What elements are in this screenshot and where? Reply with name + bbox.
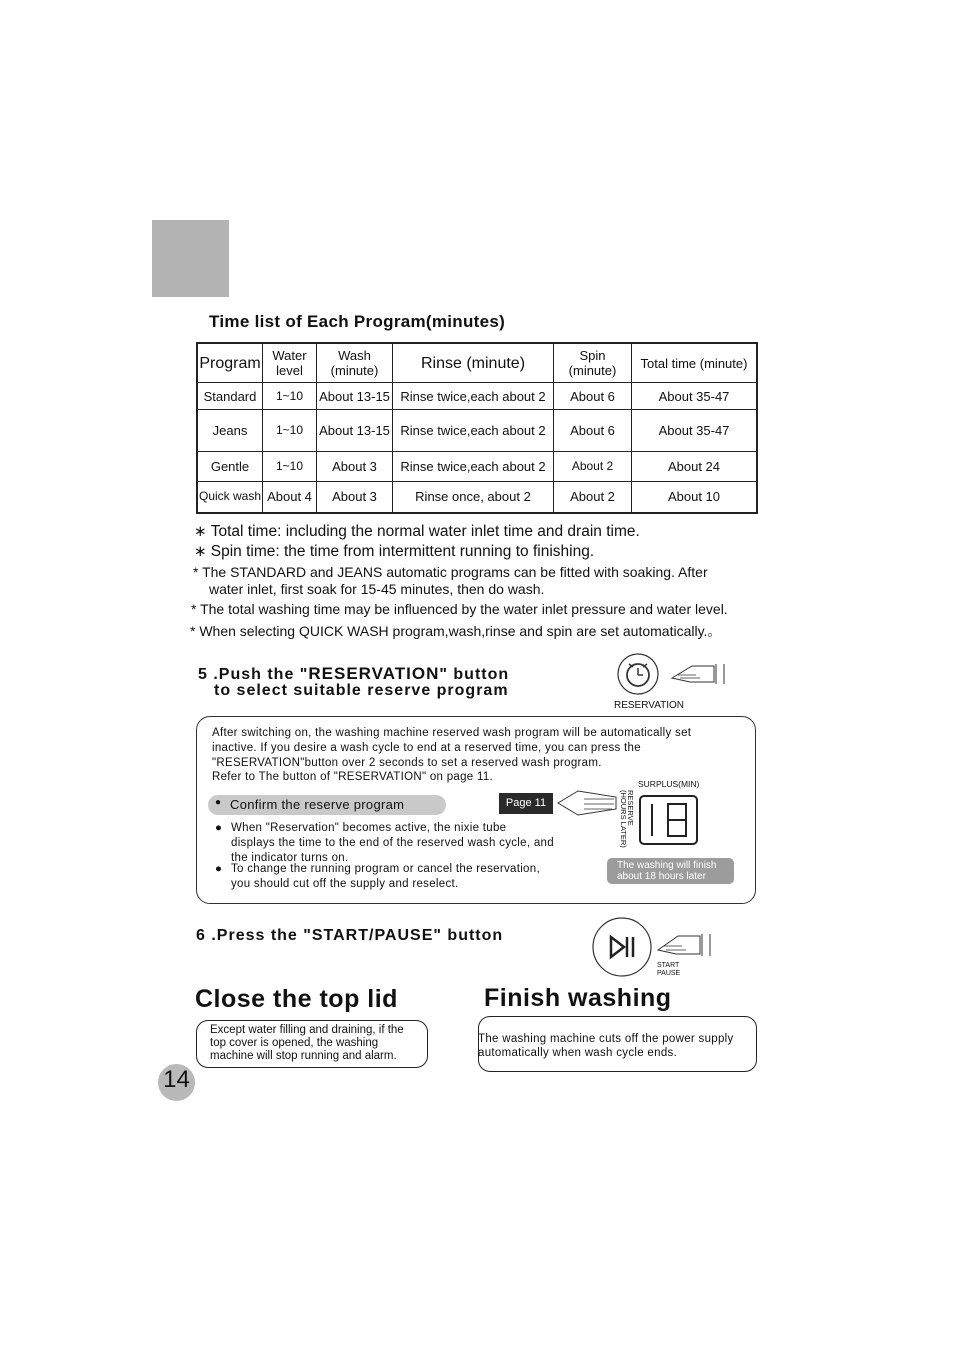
bullet-reservation-active: When "Reservation" becomes active, the nixie tube displays the time to the end of the reserved wash cycle, and the indicator turns on. bbox=[231, 822, 554, 864]
confirm-label: Confirm the reserve program bbox=[230, 797, 405, 812]
bullet-icon: ● bbox=[215, 863, 223, 875]
header-water: Water level bbox=[263, 343, 317, 383]
cell-rinse: Rinse twice,each about 2 bbox=[393, 383, 554, 410]
close-lid-heading: Close the top lid bbox=[195, 985, 398, 1013]
finish-text: The washing machine cuts off the power supply automatically when wash cycle ends. bbox=[478, 1033, 734, 1059]
pointing-hand-icon bbox=[656, 932, 714, 958]
cell-rinse: Rinse once, about 2 bbox=[393, 482, 554, 513]
section-marker bbox=[152, 220, 229, 297]
table-title: Time list of Each Program(minutes) bbox=[209, 312, 506, 331]
program-time-table bbox=[196, 342, 758, 514]
step6-heading: 6 .Press the "START/PAUSE" button bbox=[196, 927, 504, 944]
header-rinse: Rinse (minute) bbox=[393, 343, 554, 383]
header-wash: Wash (minute) bbox=[317, 343, 393, 383]
bullet-icon: ● bbox=[215, 822, 223, 834]
cell-rinse: Rinse twice,each about 2 bbox=[393, 410, 554, 452]
cell-water: 1~10 bbox=[263, 452, 317, 482]
cell-total: About 35-47 bbox=[632, 410, 758, 452]
cell-water: About 4 bbox=[263, 482, 317, 513]
cell-program: Standard bbox=[197, 383, 263, 410]
page-number: 14 bbox=[163, 1066, 190, 1093]
cell-program: Gentle bbox=[197, 452, 263, 482]
cell-total: About 35-47 bbox=[632, 383, 758, 410]
finish-washing-heading: Finish washing bbox=[484, 984, 672, 1012]
note-spin-time: ∗ Spin time: the time from intermittent running to finishing. bbox=[194, 543, 595, 560]
header-spin: Spin (minute) bbox=[554, 343, 632, 383]
close-lid-text: Except water filling and draining, if the top cover is opened, the washing machine will stop running and alarm. bbox=[210, 1024, 404, 1062]
table-header-row bbox=[197, 343, 757, 383]
reserve-label: RESERVE (HOURS LATER) bbox=[619, 790, 635, 848]
cell-program: Jeans bbox=[197, 410, 263, 452]
cell-program: Quick wash bbox=[197, 482, 263, 513]
reservation-icon-label: RESERVATION bbox=[614, 700, 685, 711]
note-soaking-1: * The STANDARD and JEANS automatic programs can be fitted with soaking. After bbox=[193, 564, 708, 580]
table-row bbox=[197, 383, 757, 410]
table-row bbox=[197, 452, 757, 482]
pointing-hand-icon bbox=[554, 787, 622, 819]
asterisk-icon: ∗ bbox=[194, 543, 207, 560]
nixie-display-icon bbox=[638, 794, 700, 846]
header-program: Program bbox=[197, 343, 263, 383]
cell-wash: About 3 bbox=[317, 452, 393, 482]
start-pause-label: START PAUSE bbox=[657, 962, 681, 977]
cell-spin: About 6 bbox=[554, 410, 632, 452]
note-soaking-2: water inlet, first soak for 15-45 minutes, then do wash. bbox=[209, 581, 545, 597]
surplus-label: SURPLUS(MIN) bbox=[638, 779, 700, 789]
cell-rinse: Rinse twice,each about 2 bbox=[393, 452, 554, 482]
bullet-change-program: To change the running program or cancel the reservation, you should cut off the supply and reselect. bbox=[231, 863, 540, 890]
step5-subheading: to select suitable reserve program bbox=[214, 682, 509, 699]
cell-spin: About 2 bbox=[554, 482, 632, 513]
cell-water: 1~10 bbox=[263, 383, 317, 410]
pointing-hand-icon bbox=[670, 662, 728, 686]
table-row bbox=[197, 482, 757, 513]
clock-icon[interactable] bbox=[616, 652, 660, 696]
cell-spin: About 2 bbox=[554, 452, 632, 482]
cell-spin: About 6 bbox=[554, 383, 632, 410]
cell-wash: About 13-15 bbox=[317, 410, 393, 452]
note-pressure: * The total washing time may be influenced by the water inlet pressure and water level. bbox=[191, 601, 728, 617]
page-reference-badge[interactable]: Page 11 bbox=[499, 793, 553, 814]
step5-heading: 5 .Push the "RESERVATION" button bbox=[198, 664, 510, 683]
note-total-time: ∗ Total time: including the normal water inlet time and drain time. bbox=[194, 523, 640, 540]
table-row bbox=[197, 410, 757, 452]
asterisk-icon: ∗ bbox=[194, 523, 207, 540]
start-pause-icon[interactable] bbox=[591, 916, 653, 978]
cell-wash: About 13-15 bbox=[317, 383, 393, 410]
finish-hours-note: The washing will finish about 18 hours later bbox=[607, 858, 734, 884]
cell-total: About 24 bbox=[632, 452, 758, 482]
reservation-panel-text: After switching on, the washing machine reserved wash program will be automatically set inactive. If you desire a wash cycle to end at a reserved time, you can press the "RESERVATION"button over 2 seconds to set a reserved wash program. Refer to The button of "RESERVATION" on page 11. bbox=[212, 727, 692, 784]
bullet-icon: ● bbox=[215, 797, 222, 808]
header-total: Total time (minute) bbox=[632, 343, 758, 383]
cell-water: 1~10 bbox=[263, 410, 317, 452]
cell-wash: About 3 bbox=[317, 482, 393, 513]
note-quick-wash: * When selecting QUICK WASH program,wash,rinse and spin are set automatically.。 bbox=[190, 623, 722, 639]
cell-total: About 10 bbox=[632, 482, 758, 513]
